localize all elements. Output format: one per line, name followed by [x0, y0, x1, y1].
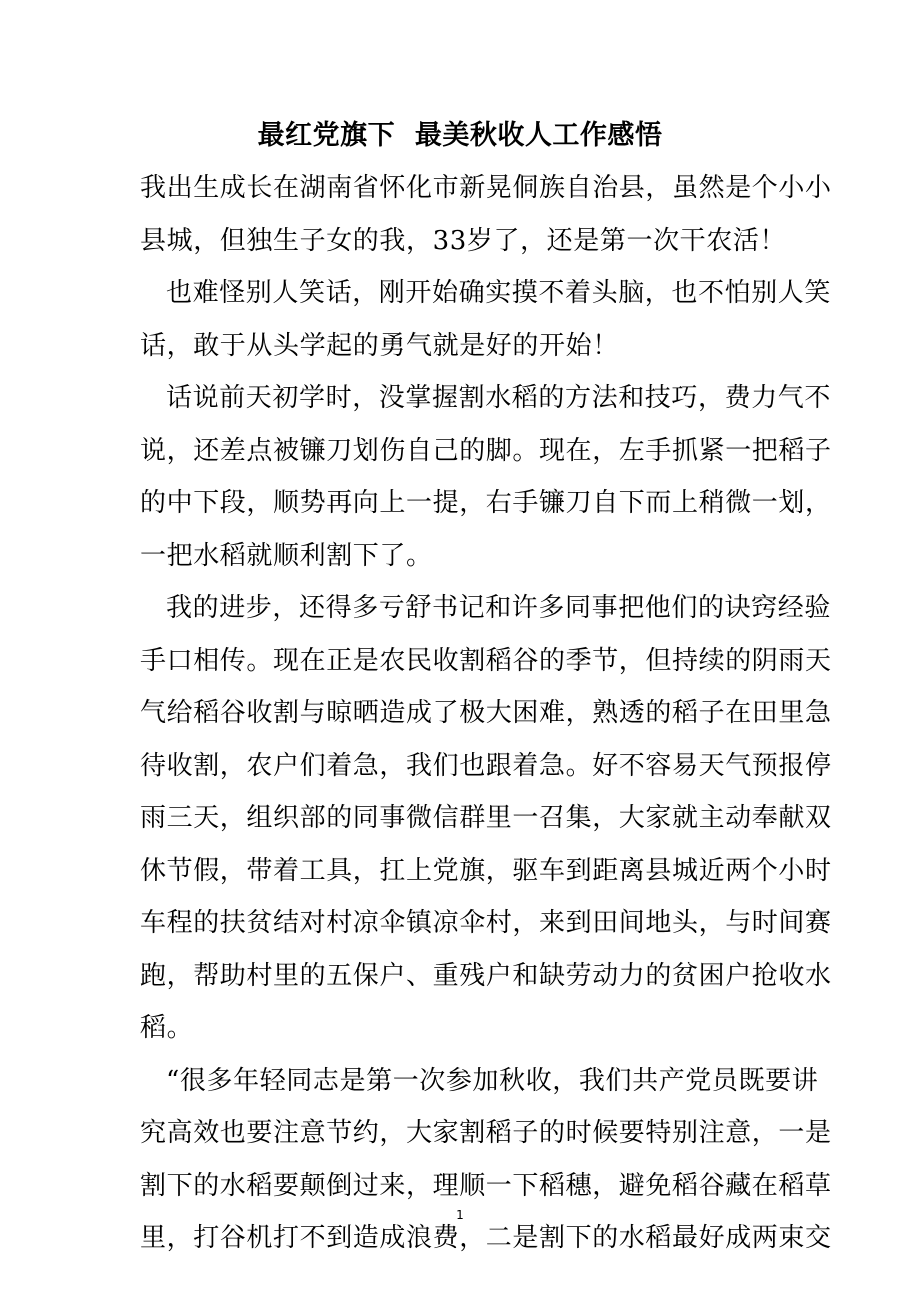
text-line: 割下的水稻要颠倒过来，理顺一下稻穗，避免稻谷藏在稻草 — [140, 1170, 832, 1201]
text-line: 手口相传。现在正是农民收割稻谷的季节，但持续的阴雨天 — [140, 645, 832, 676]
text-line: 跑，帮助村里的五保户、重残户和缺劳动力的贫困户抢收水 — [140, 960, 832, 991]
text-line: 车程的扶贫结对村凉伞镇凉伞村，来到田间地头，与时间赛 — [140, 908, 832, 938]
text-line: 县城，但独生子女的我，33岁了，还是第一次干农活！ — [140, 225, 787, 256]
text-line: 待收割，农户们着急，我们也跟着急。好不容易天气预报停 — [140, 750, 832, 781]
text-line: 说，还差点被镰刀划伤自己的脚。现在，左手抓紧一把稻子 — [140, 435, 832, 466]
paragraph-2 — [140, 267, 832, 372]
text-line: 话说前天初学时，没掌握割水稻的方法和技巧，费力气不 — [166, 383, 832, 413]
document-body — [140, 162, 832, 1265]
document-title: 最红党旗下 最美秋收人工作感悟 — [257, 120, 663, 151]
text-line: 的中下段，顺势再向上一提，右手镰刀自下而上稍微一划， — [140, 488, 832, 518]
paragraph-1 — [140, 162, 832, 267]
text-line: “很多年轻同志是第一次参加秋收，我们共产党员既要讲 — [166, 1065, 819, 1096]
text-line: 里，打谷机打不到造成浪费，二是割下的水稻最好成两束交 — [140, 1223, 832, 1253]
page-number: 1 — [456, 1208, 464, 1222]
text-line: 气给稻谷收割与晾晒造成了极大困难，熟透的稻子在田里急 — [140, 698, 832, 728]
text-line: 一把水稻就顺利割下了。 — [140, 540, 433, 571]
paragraph-5 — [140, 1055, 832, 1265]
text-line: 我出生成长在湖南省怀化市新晃侗族自治县，虽然是个小小 — [140, 173, 832, 203]
text-line: 究高效也要注意节约，大家割稻子的时候要特别注意，一是 — [140, 1118, 832, 1148]
text-line: 也难怪别人笑话，刚开始确实摸不着头脑，也不怕别人笑 — [166, 278, 832, 308]
paragraph-3 — [140, 372, 832, 582]
text-line: 休节假，带着工具，扛上党旗，驱车到距离县城近两个小时 — [140, 855, 832, 886]
text-line: 稻。 — [140, 1013, 194, 1043]
paragraph-4 — [140, 582, 832, 1055]
text-line: 雨三天，组织部的同事微信群里一召集，大家就主动奉献双 — [140, 803, 832, 833]
text-line: 我的进步，还得多亏舒书记和许多同事把他们的诀窍经验 — [166, 593, 832, 623]
text-line: 话，敢于从头学起的勇气就是好的开始！ — [140, 330, 619, 361]
